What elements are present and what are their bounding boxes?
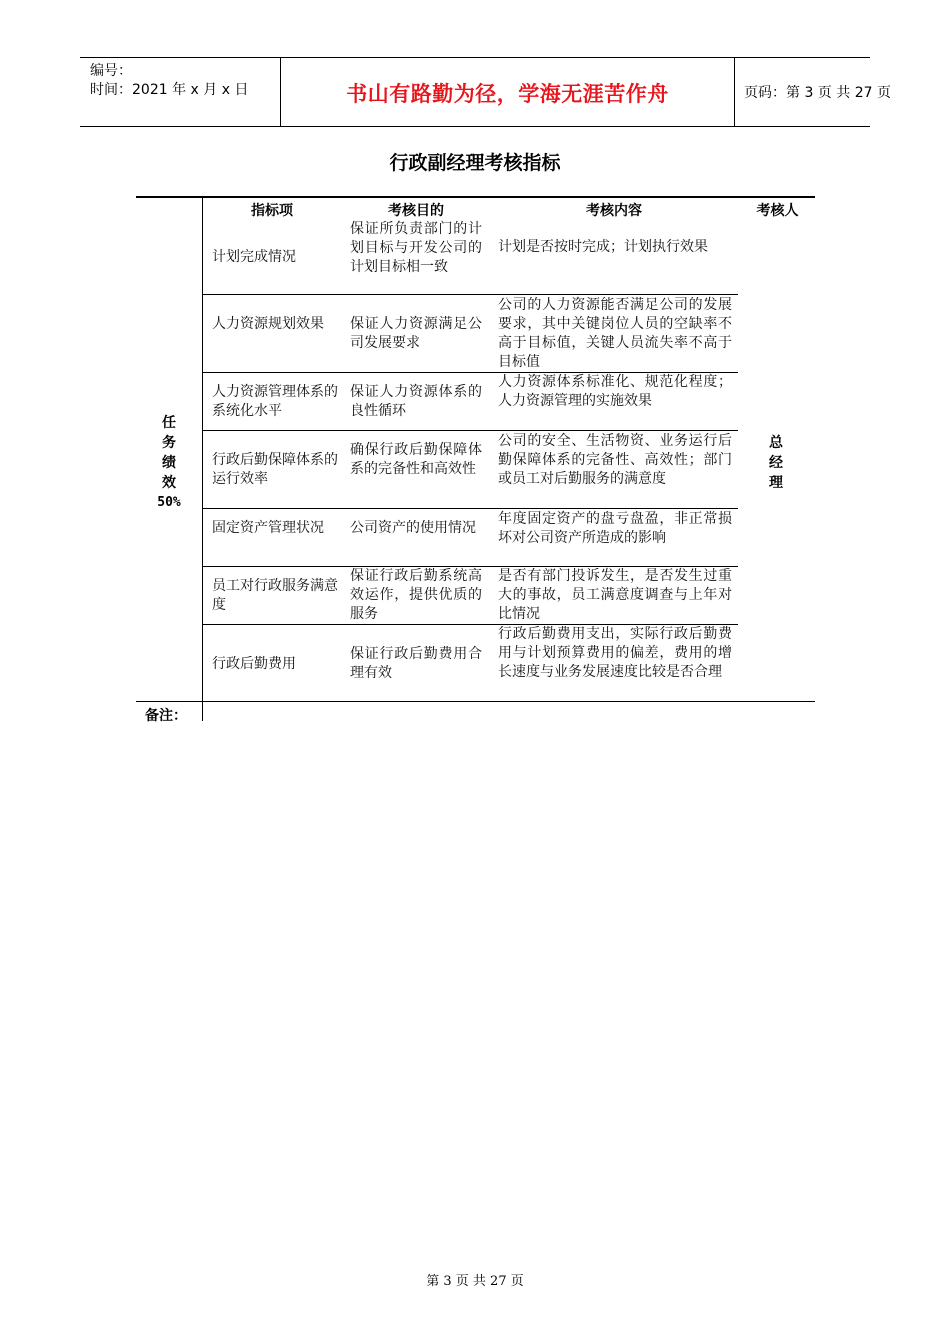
reviewer-char: 总	[769, 435, 783, 451]
row-item: 人力资源规划效果	[212, 316, 324, 332]
row-content: 行政后勤费用支出，实际行政后勤费用与计划预算费用的偏差，费用的增长速度与业务发展速度比较是否合理	[498, 626, 732, 680]
row-goal: 保证人力资源满足公司发展要求	[350, 316, 482, 351]
category-char: 任	[162, 415, 176, 431]
row-content: 计划是否按时完成；计划执行效果	[498, 239, 708, 255]
header-content: 考核内容	[586, 203, 642, 219]
row-content: 公司的安全、生活物资、业务运行后勤保障体系的完备性、高效性；部门或员工对后勤服务的满意度	[498, 433, 732, 487]
row-item: 计划完成情况	[212, 249, 296, 265]
reviewer-char: 经	[769, 455, 783, 471]
motto-text: 书山有路勤为径，学海无涯苦作舟	[346, 82, 669, 106]
row-content: 是否有部门投诉发生，是否发生过重大的事故，员工满意度调查与上年对比情况	[498, 568, 732, 622]
note-divider	[202, 702, 203, 721]
page-header	[80, 57, 891, 127]
category-label	[146, 413, 192, 513]
row-goal: 保证行政后勤系统高效运作，提供优质的服务	[350, 568, 482, 622]
row-item: 行政后勤费用	[212, 656, 296, 672]
category-weight: 50%	[157, 495, 181, 510]
row-goal: 保证行政后勤费用合理有效	[350, 646, 482, 681]
table-row	[202, 220, 738, 295]
row-content: 公司的人力资源能否满足公司的发展要求，其中关键岗位人员的空缺率不高于目标值，关键人员流失率不高于目标值	[498, 297, 732, 370]
header-item: 指标项	[251, 203, 293, 219]
table-row	[202, 295, 738, 373]
header-reviewer: 考核人	[756, 203, 799, 219]
header-goal: 考核目的	[388, 203, 444, 219]
row-content: 人力资源体系标准化、规范化程度；人力资源管理的实施效果	[498, 374, 732, 409]
note-label: 备注：	[145, 708, 187, 724]
reviewer-label	[756, 433, 796, 493]
row-goal: 公司资产的使用情况	[350, 520, 476, 536]
category-char: 绩	[162, 455, 176, 471]
header-meta-cell	[80, 58, 280, 126]
document-title: 行政副经理考核指标	[389, 152, 561, 174]
table-row	[202, 509, 738, 567]
header-page-cell	[734, 58, 891, 126]
category-char: 务	[162, 435, 176, 451]
header-motto-cell	[280, 58, 735, 126]
row-content: 年度固定资产的盘亏盘盈，非正常损坏对公司资产所造成的影响	[498, 511, 732, 546]
page-info: 页码：第 3 页 共 27 页	[744, 85, 891, 101]
date-line: 时间：2021 年 x 月 x 日	[90, 82, 249, 98]
category-char: 效	[162, 475, 176, 491]
serial-label: 编号：	[90, 63, 132, 79]
row-goal: 保证人力资源体系的良性循环	[350, 384, 482, 419]
table-row	[202, 431, 738, 509]
row-goal: 确保行政后勤保障体系的完备性和高效性	[350, 442, 482, 477]
row-item: 人力资源管理体系的系统化水平	[212, 384, 338, 419]
page-footer: 第 3 页 共 27 页	[426, 1274, 524, 1289]
table-bottom-rule	[136, 701, 815, 702]
row-item: 固定资产管理状况	[212, 520, 324, 536]
table-row	[202, 567, 738, 625]
row-goal: 保证所负责部门的计划目标与开发公司的计划目标相一致	[350, 221, 482, 275]
row-item: 行政后勤保障体系的运行效率	[212, 452, 338, 487]
row-item: 员工对行政服务满意度	[212, 578, 338, 613]
table-top-rule	[136, 196, 815, 198]
table-row	[202, 625, 738, 702]
table-row	[202, 373, 738, 431]
reviewer-char: 理	[769, 475, 783, 491]
